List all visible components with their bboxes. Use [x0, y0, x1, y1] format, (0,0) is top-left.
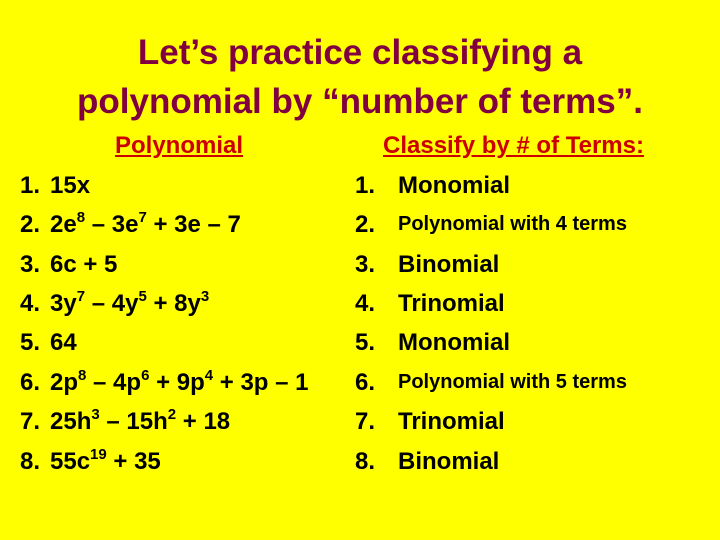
polynomial-expression: 64 — [50, 329, 77, 356]
polynomial-expression: $3y^7 - 4y^5 + 8y^3$ — [50, 288, 210, 317]
item-number: 8. — [19, 448, 40, 475]
item-number: 6. — [19, 369, 40, 396]
classification-number: 4. — [354, 290, 375, 317]
title-line-1: Let’s practice classifying a — [137, 33, 583, 72]
list-row — [0, 329, 720, 365]
list-row — [0, 408, 720, 444]
item-number: 5. — [19, 329, 40, 356]
classification-number: 7. — [354, 408, 375, 435]
polynomial-expression: 15x — [50, 172, 91, 199]
classification-number: 5. — [354, 329, 375, 356]
polynomial-header: Polynomial — [115, 132, 244, 159]
title-line-2: polynomial by “number of terms”. — [77, 82, 643, 121]
classification-number: 1. — [354, 172, 375, 199]
classification-label: Trinomial — [398, 408, 505, 435]
classification-number: 6. — [354, 369, 375, 396]
classification-label: Polynomial with 4 terms — [398, 213, 627, 235]
classification-label: Polynomial with 5 terms — [398, 371, 627, 393]
classification-number: 8. — [354, 448, 375, 475]
item-number: 1. — [19, 172, 40, 199]
list-row — [0, 369, 720, 405]
classification-number: 3. — [354, 251, 375, 278]
classification-header: Classify by # of Terms: — [383, 132, 644, 159]
classification-label: Trinomial — [398, 290, 505, 317]
list-row — [0, 172, 720, 208]
item-number: 4. — [19, 290, 40, 317]
polynomial-expression: $2e^8 - 3e^7 + 3e - 7$ — [50, 209, 241, 238]
polynomial-expression: $2p^8 - 4p^6 + 9p^4 + 3p - 1$ — [50, 367, 309, 396]
classification-number: 2. — [354, 211, 375, 238]
polynomial-expression: 6c + 5 — [50, 251, 118, 278]
item-number: 3. — [19, 251, 40, 278]
item-number: 7. — [19, 408, 40, 435]
item-number: 2. — [19, 211, 40, 238]
list-row — [0, 211, 720, 247]
classification-label: Binomial — [398, 448, 500, 475]
list-row — [0, 251, 720, 287]
classification-label: Monomial — [398, 329, 510, 356]
polynomial-expression: $25h^3 - 15h^2 + 18$ — [50, 406, 231, 435]
slide-title — [0, 28, 720, 126]
classification-label: Binomial — [398, 251, 500, 278]
classification-label: Monomial — [398, 172, 510, 199]
list-row — [0, 290, 720, 326]
polynomial-expression: $55c^{19} + 35$ — [50, 446, 161, 475]
list-row — [0, 448, 720, 484]
